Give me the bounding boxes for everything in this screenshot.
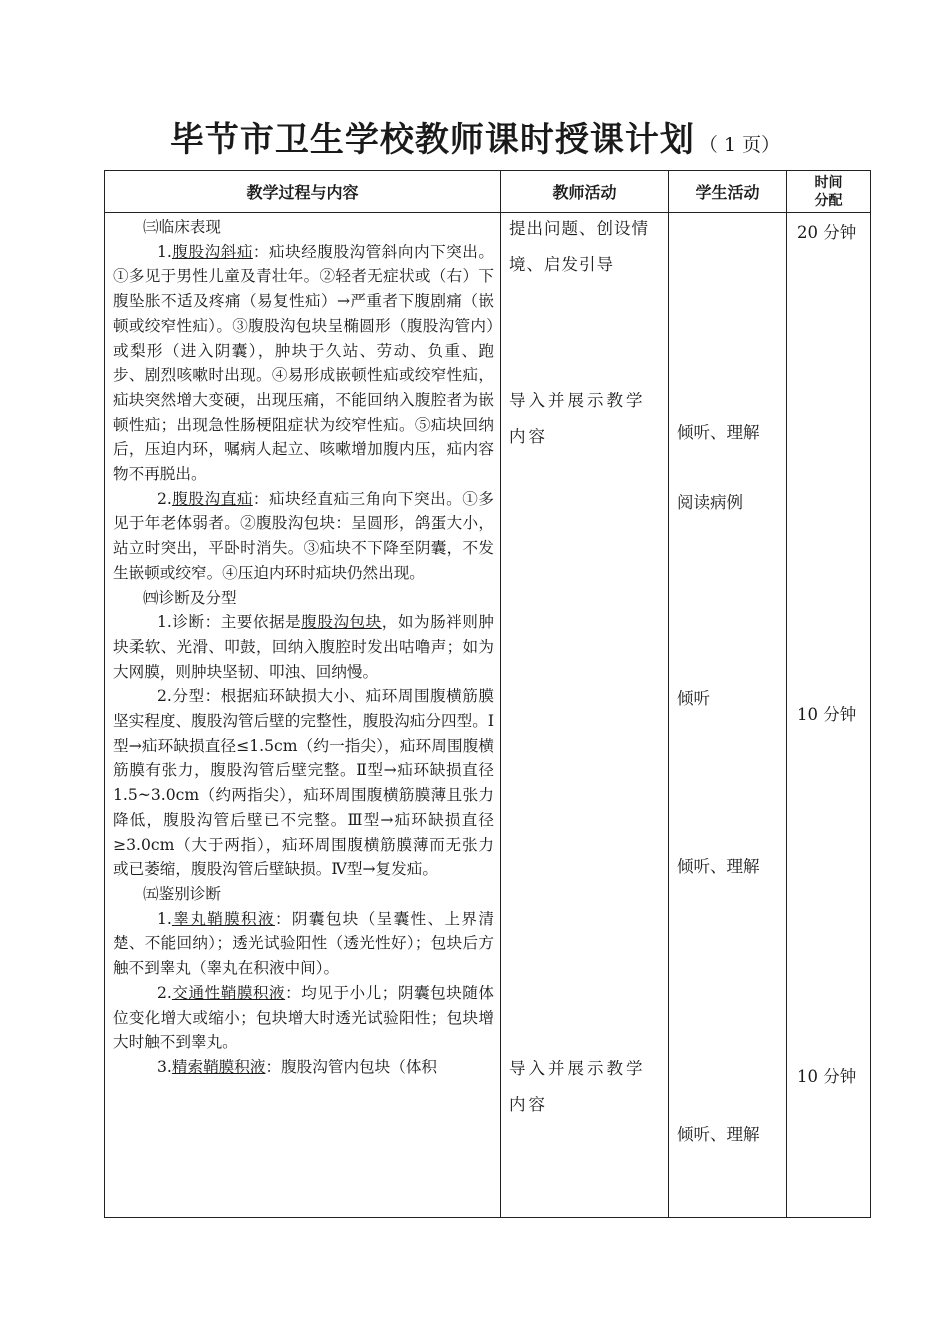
student-activity-2: 阅读病例 [677,493,743,512]
time-cell [787,213,871,1218]
header-time-label: 时间分配 [814,174,843,209]
page-number: （ 1 页） [698,134,781,156]
teacher-activity-2: 导入并展示教学 内容 [509,391,646,446]
para-direct-hernia: 2.腹股沟直疝：疝块经直疝三角向下突出。①多见于年老体弱者。②腹股沟包块：呈圆形，鸽蛋大小，站立时突出，平卧时消失。③疝块不下降至阴囊，不发生嵌顿或绞窄。④压迫内环时疝块仍然出现。 [113,489,494,582]
term-testicular-hydrocele: 睾丸鞘膜积液 [171,909,275,928]
term-inguinal-mass: 腹股沟包块 [301,613,382,632]
teacher-activity-cell [501,213,669,1218]
table-header-row [105,171,871,213]
lesson-plan-table [104,170,871,1218]
time-1: 20 分钟 [797,223,857,242]
header-student: 学生活动 [669,171,787,213]
header-teacher: 教师活动 [501,171,669,213]
time-2: 10 分钟 [797,705,857,724]
student-activity-4: 倾听、理解 [677,857,760,876]
para-classification: 2.分型：根据疝环缺损大小、疝环周围腹横筋膜坚实程度、腹股沟管后壁的完整性，腹股沟疝分四型。Ⅰ型→疝环缺损直径≤1.5cm（约一指尖），疝环周围腹横筋膜有张力，腹股沟管后壁完整。Ⅱ型→疝环缺损直径1.5~3.0cm（约两指尖），疝环周围腹横筋膜薄且张力降低，腹股沟管后壁已不完整。Ⅲ型→疝环缺损直径≥3.0cm（大于两指），疝环周围腹横筋膜薄而无张力或已萎缩，腹股沟管后壁缺损。Ⅳ型→复发疝。 [113,687,494,879]
term-oblique-hernia: 腹股沟斜疝 [171,242,253,261]
student-activity-cell [669,213,787,1218]
para-communicating-hydrocele: 2.交通性鞘膜积液：均见于小儿；阴囊包块随体位变化增大或缩小；包块增大时透光试验阳性；包块增大时触不到睾丸。 [113,983,494,1052]
title-main: 毕节市卫生学校教师课时授课计划 [169,120,695,160]
table-body-row [105,213,871,1218]
section-diagnosis-heading: ㈣诊断及分型 [143,588,237,607]
para-diagnosis: 1.诊断：主要依据是腹股沟包块，如为肠袢则肿块柔软、光滑、叩鼓，回纳入腹腔时发出咕噜声；如为大网膜，则肿块坚韧、叩浊、回纳慢。 [113,613,494,681]
teacher-activity-1: 提出问题、创设情 境、启发引导 [509,219,649,274]
student-activity-5: 倾听、理解 [677,1125,760,1144]
section-clinical-heading: ㈢临床表现 [143,218,221,236]
term-cord-hydrocele: 精索鞘膜积液 [171,1057,266,1076]
term-direct-hernia: 腹股沟直疝 [171,489,253,508]
term-communicating-hydrocele: 交通性鞘膜积液 [171,983,286,1002]
student-activity-1: 倾听、理解 [677,423,760,442]
header-content: 教学过程与内容 [105,171,501,213]
content-cell [105,213,501,1218]
time-3: 10 分钟 [797,1067,857,1086]
header-time [787,171,871,213]
page-title [0,112,950,161]
teacher-activity-3: 导入并展示教学 内容 [509,1059,646,1114]
section-differential-heading: ㈤鉴别诊断 [143,884,221,903]
para-cord-hydrocele: 3.精索鞘膜积液：腹股沟管内包块（体积 [157,1057,438,1076]
student-activity-3: 倾听 [677,689,710,708]
para-oblique-hernia: 1.腹股沟斜疝：疝块经腹股沟管斜向内下突出。①多见于男性儿童及青壮年。②轻者无症状或（右）下腹坠胀不适及疼痛（易复性疝）→严重者下腹剧痛（嵌顿或绞窄性疝）。③腹股沟包块呈椭圆形（腹股沟管内）或梨形（进入阴囊），肿块于久站、劳动、负重、跑步、剧烈咳嗽时出现。④易形成嵌顿性疝或绞窄性疝，疝块突然增大变硬，出现压痛，不能回纳入腹腔者为嵌顿性疝；出现急性肠梗阻症状为绞窄性疝。⑤疝块回纳后，压迫内环，嘱病人起立、咳嗽增加腹内压，疝内容物不再脱出。 [113,242,494,484]
para-testicular-hydrocele: 1.睾丸鞘膜积液：阴囊包块（呈囊性、上界清楚、不能回纳）；透光试验阳性（透光性好）；包块后方触不到睾丸（睾丸在积液中间）。 [113,909,494,978]
